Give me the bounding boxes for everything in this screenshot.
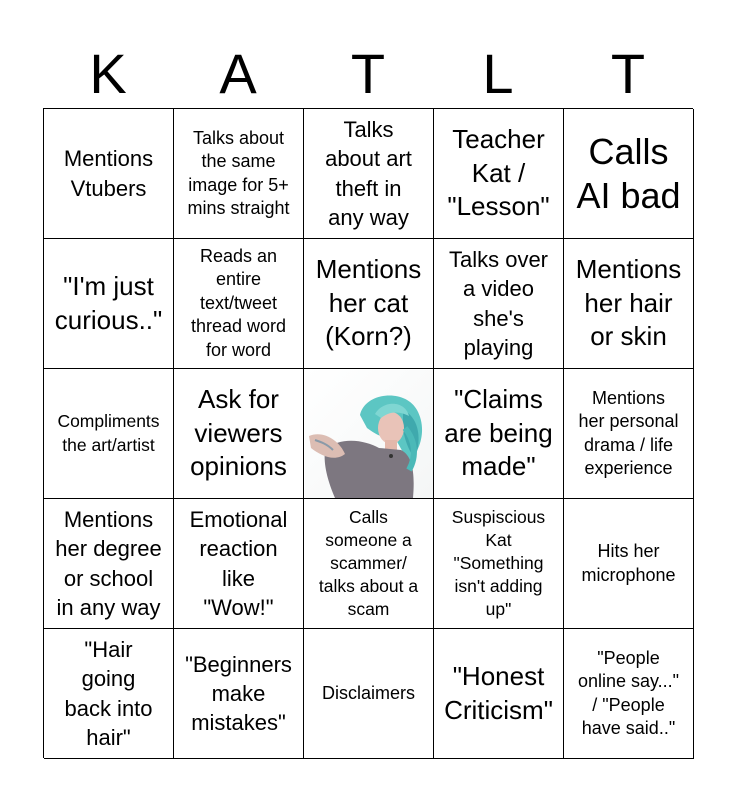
bingo-cell[interactable]: "People online say..." / "People have said.." [564, 629, 694, 759]
header-letter-2: A [219, 42, 257, 105]
bingo-cell[interactable]: Mentions her hair or skin [564, 239, 694, 369]
bingo-grid [43, 108, 693, 758]
bingo-cell[interactable]: Talks about the same image for 5+ mins straight [174, 109, 304, 239]
header-letter-3: T [350, 42, 386, 105]
bingo-cell[interactable]: Compliments the art/artist [44, 369, 174, 499]
bingo-cell[interactable]: "Beginners make mistakes" [174, 629, 304, 759]
bingo-cell[interactable]: "I'm just curious.." [44, 239, 174, 369]
bingo-cell[interactable]: Calls AI bad [564, 109, 694, 239]
bingo-header [43, 40, 693, 108]
bingo-cell[interactable]: Emotional reaction like "Wow!" [174, 499, 304, 629]
bingo-cell[interactable]: Talks over a video she's playing [434, 239, 564, 369]
bingo-cell[interactable]: Talks about art theft in any way [304, 109, 434, 239]
free-space-photo [305, 370, 433, 498]
bingo-cell[interactable]: "Hair going back into hair" [44, 629, 174, 759]
bingo-cell[interactable]: Teacher Kat / "Lesson" [434, 109, 564, 239]
bingo-cell[interactable]: "Honest Criticism" [434, 629, 564, 759]
header-letter-4: L [482, 42, 514, 105]
bingo-cell[interactable]: Mentions her personal drama / life experience [564, 369, 694, 499]
bingo-cell[interactable]: Reads an entire text/tweet thread word for word [174, 239, 304, 369]
bingo-cell[interactable]: Calls someone a scammer/ talks about a scam [304, 499, 434, 629]
header-letter-1: K [89, 42, 127, 105]
header-letter-5: T [610, 42, 646, 105]
bingo-cell[interactable]: Mentions her cat (Korn?) [304, 239, 434, 369]
bingo-cell[interactable]: Mentions her degree or school in any way [44, 499, 174, 629]
bingo-cell[interactable]: Hits her microphone [564, 499, 694, 629]
bingo-cell[interactable]: Ask for viewers opinions [174, 369, 304, 499]
bingo-cell[interactable]: Suspiscious Kat "Something isn't adding up" [434, 499, 564, 629]
free-space-cell[interactable] [304, 369, 434, 499]
bingo-cell[interactable]: Disclaimers [304, 629, 434, 759]
bingo-cell[interactable]: Mentions Vtubers [44, 109, 174, 239]
bingo-cell[interactable]: "Claims are being made" [434, 369, 564, 499]
